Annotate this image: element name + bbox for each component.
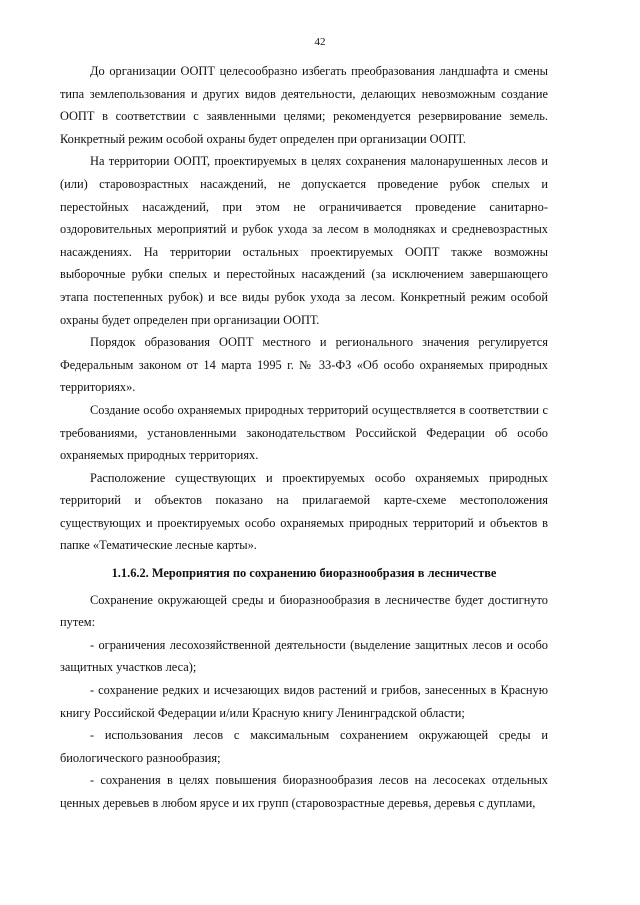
document-body: [60, 60, 548, 815]
paragraph: До организации ООПТ целесообразно избегать преобразования ландшафта и смены типа землепользования и других видов деятельности, делающих невозможным создание ООПТ в соответствии с заявленными целями; рекомендуется резервирование земель. Конкретный режим особой охраны будет определен при организации ООПТ.: [60, 64, 548, 146]
list-item: - сохранения в целях повышения биоразнообразия лесов на лесосеках отдельных ценных деревьев в любом ярусе и их групп (старовозрастные деревья, деревья с дуплами,: [60, 773, 548, 810]
paragraph: На территории ООПТ, проектируемых в целях сохранения малонарушенных лесов и (или) старовозрастных насаждений, не допускается проведение рубок спелых и перестойных насаждений, при этом не ограничивается проведение санитарно-оздоровительных мероприятий и рубок ухода за лесом в молодняках и средневозрастных насаждениях. На территории остальных проектируемых ООПТ также возможны выборочные рубки спелых и перестойных насаждений (за исключением завершающего этапа постепенных рубок) и все виды рубок ухода за лесом. Конкретный режим особой охраны будет определен при организации ООПТ.: [60, 154, 548, 327]
page-number: 42: [314, 36, 326, 48]
paragraph: Создание особо охраняемых природных территорий осуществляется в соответствии с требованиями, установленными законодательством Российской Федерации об особо охраняемых природных территориях.: [60, 402, 548, 463]
list-item: - использования лесов с максимальным сохранением окружающей среды и биологического разнообразия;: [60, 728, 548, 765]
paragraph: Сохранение окружающей среды и биоразнообразия в лесничестве будет достигнуто путем:: [60, 592, 548, 630]
paragraph: Расположение существующих и проектируемых особо охраняемых природных территорий и объектов показано на прилагаемой карте-схеме местоположения существующих и проектируемых особо охраняемых природных территорий и объектов в папке «Тематические лесные карты».: [60, 470, 548, 553]
list-item: - ограничения лесохозяйственной деятельности (выделение защитных лесов и особо защитных участков леса);: [60, 637, 548, 675]
paragraph: Порядок образования ООПТ местного и регионального значения регулируется Федеральным законом от 14 марта 1995 г. № 33-ФЗ «Об особо охраняемых природных территориях».: [60, 335, 548, 395]
list-item: - сохранение редких и исчезающих видов растений и грибов, занесенных в Красную книгу Российской Федерации и/или Красную книгу Ленинградской области;: [60, 683, 548, 720]
section-heading: 1.1.6.2. Мероприятия по сохранению биоразнообразия в лесничестве: [111, 566, 497, 581]
